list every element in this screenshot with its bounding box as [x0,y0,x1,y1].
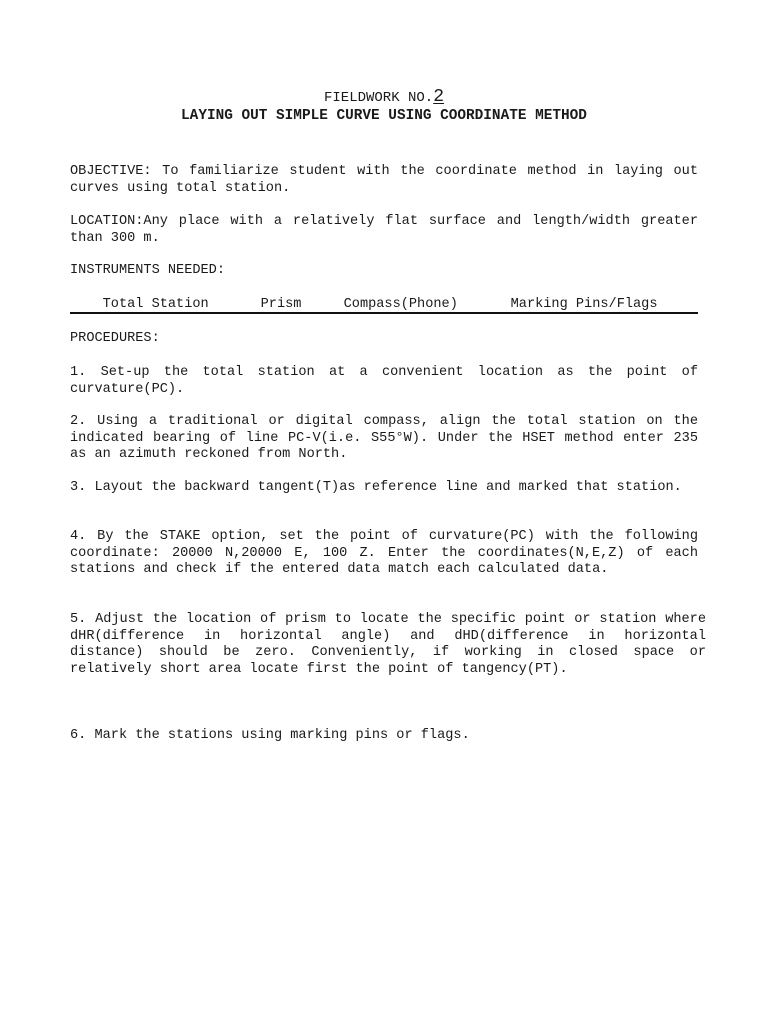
procedure-step-2: 2. Using a traditional or digital compass, align the total station on the indicated bearing of line PC-V(i.e. S55°W). Under the HSET method enter 235 as an azimuth reckoned from North. [70,414,698,462]
procedure-step-3: 3. Layout the backward tangent(T)as reference line and marked that station. [70,480,682,495]
fieldwork-label: FIELDWORK NO. [323,90,434,106]
procedure-step-1: 1. Set-up the total station at a convenient location as the point of curvature(PC). [70,365,698,397]
document-title: LAYING OUT SIMPLE CURVE USING COORDINATE METHOD [181,108,587,124]
instrument-item: Prism [260,296,302,312]
procedure-step-4: 4. By the STAKE option, set the point of curvature(PC) with the following coordinate: 20000 N,20000 E, 100 Z. Enter the coordinates(N,E,Z) of each stations and check if the entered data match each calculated data. [70,529,698,577]
instruments-heading: INSTRUMENTS NEEDED: [70,263,225,278]
section-divider [70,312,698,314]
procedure-step-6: 6. Mark the stations using marking pins or flags. [70,728,470,743]
instrument-item: Compass(Phone) [343,296,458,312]
objective-text: OBJECTIVE: To familiarize student with the coordinate method in laying out curves using total station. [70,164,698,196]
instrument-item: Total Station [102,296,209,312]
location-text: LOCATION:Any place with a relatively flat surface and length/width greater than 300 m. [70,214,698,246]
procedure-step-5: 5. Adjust the location of prism to locate the specific point or station where dHR(difference in horizontal angle) and dHD(difference in horizontal distance) should be zero. Conveniently, if working in closed space or relatively short area locate first the point of tangency(PT). [70,612,706,677]
instruments-list [70,280,657,330]
fieldwork-number: 2 [433,87,445,107]
procedures-heading: PROCEDURES: [70,331,160,346]
instrument-item: Marking Pins/Flags [510,296,658,312]
fieldwork-heading [0,88,768,107]
